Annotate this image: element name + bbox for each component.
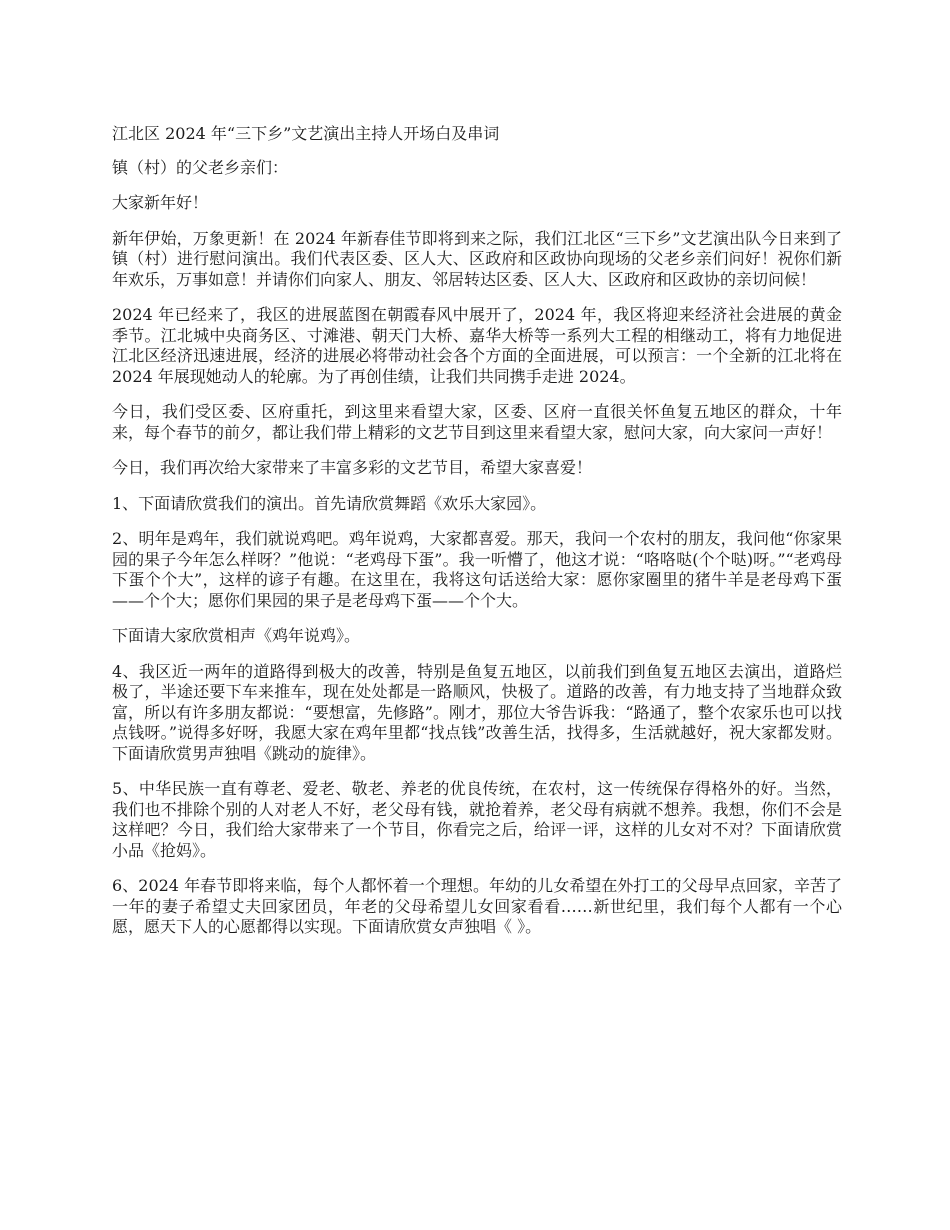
paragraph-salutation: 镇（村）的父老乡亲们： (112, 157, 289, 177)
paragraph-item-1: 1、下面请欣赏我们的演出。首先请欣赏舞蹈《欢乐大家园》。 (112, 493, 547, 513)
paragraph-opening: 新年伊始，万象更新！在 2024 年新春佳节即将到来之际，我们江北区“三下乡”文艺演出队今日来到了 镇（村）进行慰问演出。我们代表区委、区人大、区政府和区政协向现场的父老乡亲们问好！祝你们新年欢乐，万事如意！并请你们向家人、朋友、邻居转达区委、区人大、区政府和区政协的亲切问候！ (112, 228, 842, 289)
paragraph-development: 2024 年已经来了，我区的进展蓝图在朝霞春风中展开了，2024 年，我区将迎来经济社会进展的黄金季节。江北城中央商务区、寸滩港、朝天门大桥、嘉华大桥等一系列大工程的相继动工，将有力地促进江北区经济迅速进展，经济的进展必将带动社会各个方面的全面进展，可以预言：一个全新的江北将在 2024 年展现她动人的轮廓。为了再创佳绩，让我们共同携手走进 2024。 (112, 305, 842, 386)
document-title: 江北区 2024 年“三下乡”文艺演出主持人开场白及串词 (112, 124, 500, 143)
paragraph-visit: 今日，我们受区委、区府重托，到这里来看望大家，区委、区府一直很关怀鱼复五地区的群众，十年来，每个春节的前夕，都让我们带上精彩的文艺节目到这里来看望大家，慰问大家，向大家问一声好！ (112, 402, 842, 442)
paragraph-crosstalk: 下面请大家欣赏相声《鸡年说鸡》。 (112, 626, 361, 645)
document-page (112, 124, 842, 953)
paragraph-new-year-greeting: 大家新年好！ (112, 193, 209, 212)
paragraph-item-4: 4、我区近一两年的道路得到极大的改善，特别是鱼复五地区，以前我们到鱼复五地区去演出，道路烂极了，半途还要下车来推车，现在处处都是一路顺风，快极了。道路的改善，有力地支持了当地群众致富，所以有许多朋友都说：“要想富，先修路”。刚才，那位大爷告诉我：“路通了，整个农家乐也可以找点钱呀。”说得多好呀，我愿大家在鸡年里都“找点钱”改善生活，找得多，生活就越好，祝大家都发财。下面请欣赏男声独唱《跳动的旋律》。 (112, 661, 842, 763)
paragraph-programs: 今日，我们再次给大家带来了丰富多彩的文艺节目，希望大家喜爱！ (112, 458, 593, 477)
paragraph-item-2: 2、明年是鸡年，我们就说鸡吧。鸡年说鸡，大家都喜爱。那天，我问一个农村的朋友，我问他“你家果园的果子今年怎么样呀？”他说：“老鸡母下蛋”。我一听懵了，他这才说：“咯咯哒(个个哒)呀。”“老鸡母下蛋个个大”，这样的谚子有趣。在这里在，我将这句话送给大家：愿你家圈里的猪牛羊是老母鸡下蛋——个个大；愿你们果园的果子是老母鸡下蛋——个个大。 (112, 529, 842, 610)
paragraph-item-5: 5、中华民族一直有尊老、爱老、敬老、养老的优良传统，在农村，这一传统保存得格外的好。当然，我们也不排除个别的人对老人不好，老父母有钱，就抢着养，老父母有病就不想养。我想，你们不会是这样吧？今日，我们给大家带来了一个节目，你看完之后，给评一评，这样的儿女对不对？下面请欣赏小品《抢妈》。 (112, 779, 842, 860)
paragraph-item-6: 6、2024 年春节即将来临，每个人都怀着一个理想。年幼的儿女希望在外打工的父母早点回家，辛苦了一年的妻子希望丈夫回家团员，年老的父母希望儿女回家看看……新世纪里，我们每个人都有一个心愿，愿天下人的心愿都得以实现。下面请欣赏女声独唱《 》。 (112, 876, 842, 936)
